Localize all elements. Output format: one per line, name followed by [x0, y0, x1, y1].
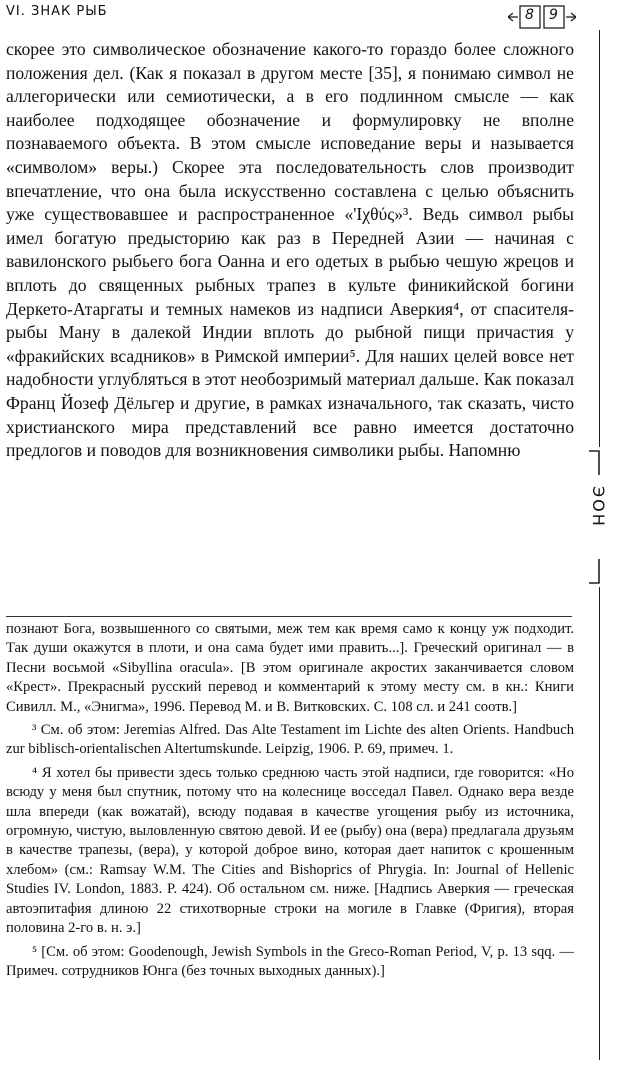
body-paragraph: скорее это символическое обозначение какого-то гораздо более сложного положения дел. (Как я показал в другом месте [35], я понимаю символ не аллегорически или семиотически, а в его подлинном смысле — как наиболее подходящее обозначение и формулировку не вполне познаваемого объекта. В этом смысле исповедание веры и называется «символом» веры.) Скорее эта последовательность слов производит впечатление, что она была искусственно составлена с целью объяснить уже существовавшее и распространенное «'Ιχθύς»³. Ведь символ рыбы имел богатую предысторию как раз в Передней Азии — начиная с вавилонского рыбьего бога Оанна и его одетых в рыбью чешую жрецов и вплоть до священных рыбных трапез в культе финикийской богини Деркето-Атаргаты и темных намеков из надписи Аверкия⁴, от спасителя-рыбы Ману в далекой Индии вплоть до рыбной пищи причастия у «фракийских всадников» в Римской империи⁵. Для наших целей вовсе нет надобности углубляться в этот необозримый материал дальше. Как показал Франц Йозеф Дёльгер и другие, в рамках изначального, так сказать, чисто христианского мира представлений все равно имеется достаточно предлогов и поводов для возникновения символики рыбы. Напомню: [6, 39, 574, 461]
footnotes: [6, 620, 574, 985]
page-number-frame-icon: [508, 4, 576, 30]
side-label: ЭОН: [589, 486, 608, 528]
page-number-right: 9: [549, 7, 558, 23]
footnote-5: ⁵ [См. об этом: Goodenough, Jewish Symbols in the Greco-Roman Period, V, p. 13 sqq. — Примеч. сотрудников Юнга (без точных выходных данных).]: [6, 943, 574, 979]
footnote-3: ³ См. об этом: Jeremias Alfred. Das Alte Testament im Lichte des alten Orients. Handbuch zur biblisch-orientalischen Altertumskunde. Leipzig, 1906. P. 69, примеч. 1.: [6, 722, 574, 758]
page-number-box: [508, 4, 576, 30]
footnote-divider: [6, 616, 572, 617]
page-number-left: 8: [525, 7, 534, 23]
running-head: VI. ЗНАК РЫБ: [6, 4, 108, 19]
main-text: [6, 38, 574, 463]
footnote-4: ⁴ Я хотел бы привести здесь только среднюю часть этой надписи, где говорится: «Но всюду у меня был спутник, потому что на колеснице восседал Павел. Однако вера везде шла впереди (как вожатай), всюду подавая в качестве угощения рыбу из источника, огромную, чистую, выловленную святою девой. И ее (рыбу) она (вера) предлагала друзьям в качестве трапезы, (вера), у которой доброе вино, которая дает напиток с крошенным хлебом» (см.: Ramsay W.M. The Cities and Bishoprics of Phrygia. In: Journal of Hellenic Studies IV. London, 1883. P. 424). Об остальном см. ниже. [Надпись Аверкия — греческая автоэпитафия длиною 22 стихотворные строки на могиле в Главке (Фригия), вторая половина 2-го в. н. э.]: [6, 764, 574, 937]
footnote-continued: познают Бога, возвышенного со святыми, меж тем как время само к концу уж подходит. Так души окажутся в плоти, и она сама будет ими править...]. Греческий оригинал — в Песни восьмой «Sibyllina oracula». [В этом оригинале акростих заканчивается словом «Крест». Прекрасный русский перевод и комментарий к этому месту см. в кн.: Книги Сивилл. М., «Энигма», 1996. Перевод М. и В. Витковских. С. 108 сл. и 241 соотв.]: [6, 621, 574, 715]
